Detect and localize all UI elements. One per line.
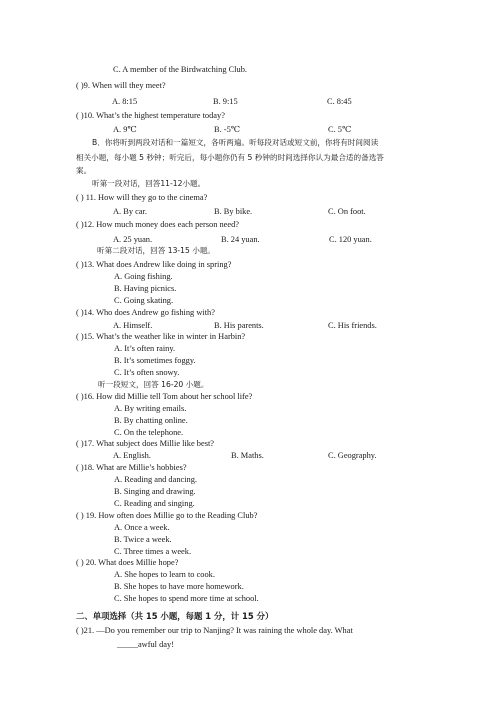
conversation-2-heading: 听第二段对话，回答 13-15 小题。 [97, 246, 216, 255]
section-b-instructions-2: 相关小题，每小题 5 秒钟；听完后，每小题你仍有 5 秒钟的时间选择你认为最合适的备选答 [76, 153, 384, 162]
q19-option-a: A. Once a week. [114, 523, 170, 532]
q15-option-a: A. It’s often rainy. [114, 344, 176, 353]
q17-option-b: B. Maths. [231, 451, 264, 460]
q9-option-c: C. 8:45 [327, 97, 352, 106]
q15-option-b: B. It’s sometimes foggy. [114, 356, 196, 365]
q13-stem: ( )13. What does Andrew like doing in spring? [76, 260, 232, 269]
q9-option-b: B. 9:15 [213, 97, 238, 106]
q12-option-c: C. 120 yuan. [329, 235, 372, 244]
section-2-title: 二、单项选择（共 15 小题，每题 1 分，计 15 分） [76, 611, 274, 621]
q20-stem: ( ) 20. What does Millie hope? [76, 558, 179, 567]
q19-option-c: C. Three times a week. [114, 547, 192, 556]
q18-stem: ( )18. What are Millie’s hobbies? [76, 463, 187, 472]
q10-option-c: C. 5℃ [328, 125, 352, 134]
q20-option-c: C. She hopes to spend more time at school. [114, 594, 259, 603]
q20-option-b: B. She hopes to have more homework. [114, 582, 244, 591]
q11-option-c: C. On foot. [328, 207, 366, 216]
q10-option-a: A. 9℃ [113, 125, 137, 134]
passage-heading: 听一段短文，回答 16-20 小题。 [98, 380, 209, 389]
q16-option-c: C. On the telephone. [114, 428, 184, 437]
q18-option-a: A. Reading and dancing. [114, 475, 198, 484]
q11-option-b: B. By bike. [214, 207, 253, 216]
q10-option-b: B. -5℃ [214, 125, 241, 134]
q19-option-b: B. Twice a week. [114, 535, 172, 544]
q11-option-a: A. By car. [113, 207, 147, 216]
q14-option-a: A. Himself. [113, 321, 153, 330]
q9-stem: ( )9. When will they meet? [76, 81, 166, 90]
q18-option-b: B. Singing and drawing. [114, 487, 196, 496]
conversation-1-heading: 听第一段对话，回答11-12小题。 [92, 179, 206, 188]
q10-stem: ( )10. What’s the highest temperature today? [76, 111, 225, 120]
section-b-instructions-3: 案。 [76, 166, 92, 175]
q17-option-c: C. Geography. [328, 451, 377, 460]
q20-option-a: A. She hopes to learn to cook. [114, 570, 215, 579]
q14-stem: ( )14. Who does Andrew go fishing with? [76, 308, 215, 317]
q11-stem: ( ) 11. How will they go to the cinema? [76, 193, 208, 202]
q12-stem: ( )12. How much money does each person need? [76, 220, 240, 229]
q15-stem: ( )15. What’s the weather like in winter in Harbin? [76, 332, 246, 341]
q12-option-b: B. 24 yuan. [221, 235, 260, 244]
q16-stem: ( )16. How did Millie tell Tom about her school life? [76, 392, 253, 401]
q17-stem: ( )17. What subject does Millie like best? [76, 439, 214, 448]
q13-option-c: C. Going skating. [114, 296, 174, 305]
q14-option-c: C. His friends. [328, 321, 377, 330]
q14-option-b: B. His parents. [214, 321, 264, 330]
q12-option-a: A. 25 yuan. [113, 235, 153, 244]
q16-option-b: B. By chatting online. [114, 416, 188, 425]
section-b-instructions-1: B．你将听到两段对话和一篇短文，各听两遍。听每段对话或短文前，你将有时间阅读 [92, 138, 379, 147]
q19-stem: ( ) 19. How often does Millie go to the Reading Club? [76, 511, 258, 520]
q18-option-c: C. Reading and singing. [114, 499, 195, 508]
q15-option-c: C. It’s often snowy. [114, 368, 180, 377]
q9-option-a: A. 8:15 [112, 97, 138, 106]
q9-prev-option-c: C. A member of the Birdwatching Club. [113, 65, 247, 74]
q17-option-a: A. English. [113, 451, 151, 460]
q21-stem: ( )21. —Do you remember our trip to Nanjing? It was raining the whole day. What [76, 626, 353, 635]
q13-option-a: A. Going fishing. [114, 272, 173, 281]
q21-continuation: _____awful day! [117, 640, 174, 649]
q13-option-b: B. Having picnics. [114, 284, 177, 293]
q16-option-a: A. By writing emails. [114, 404, 187, 413]
